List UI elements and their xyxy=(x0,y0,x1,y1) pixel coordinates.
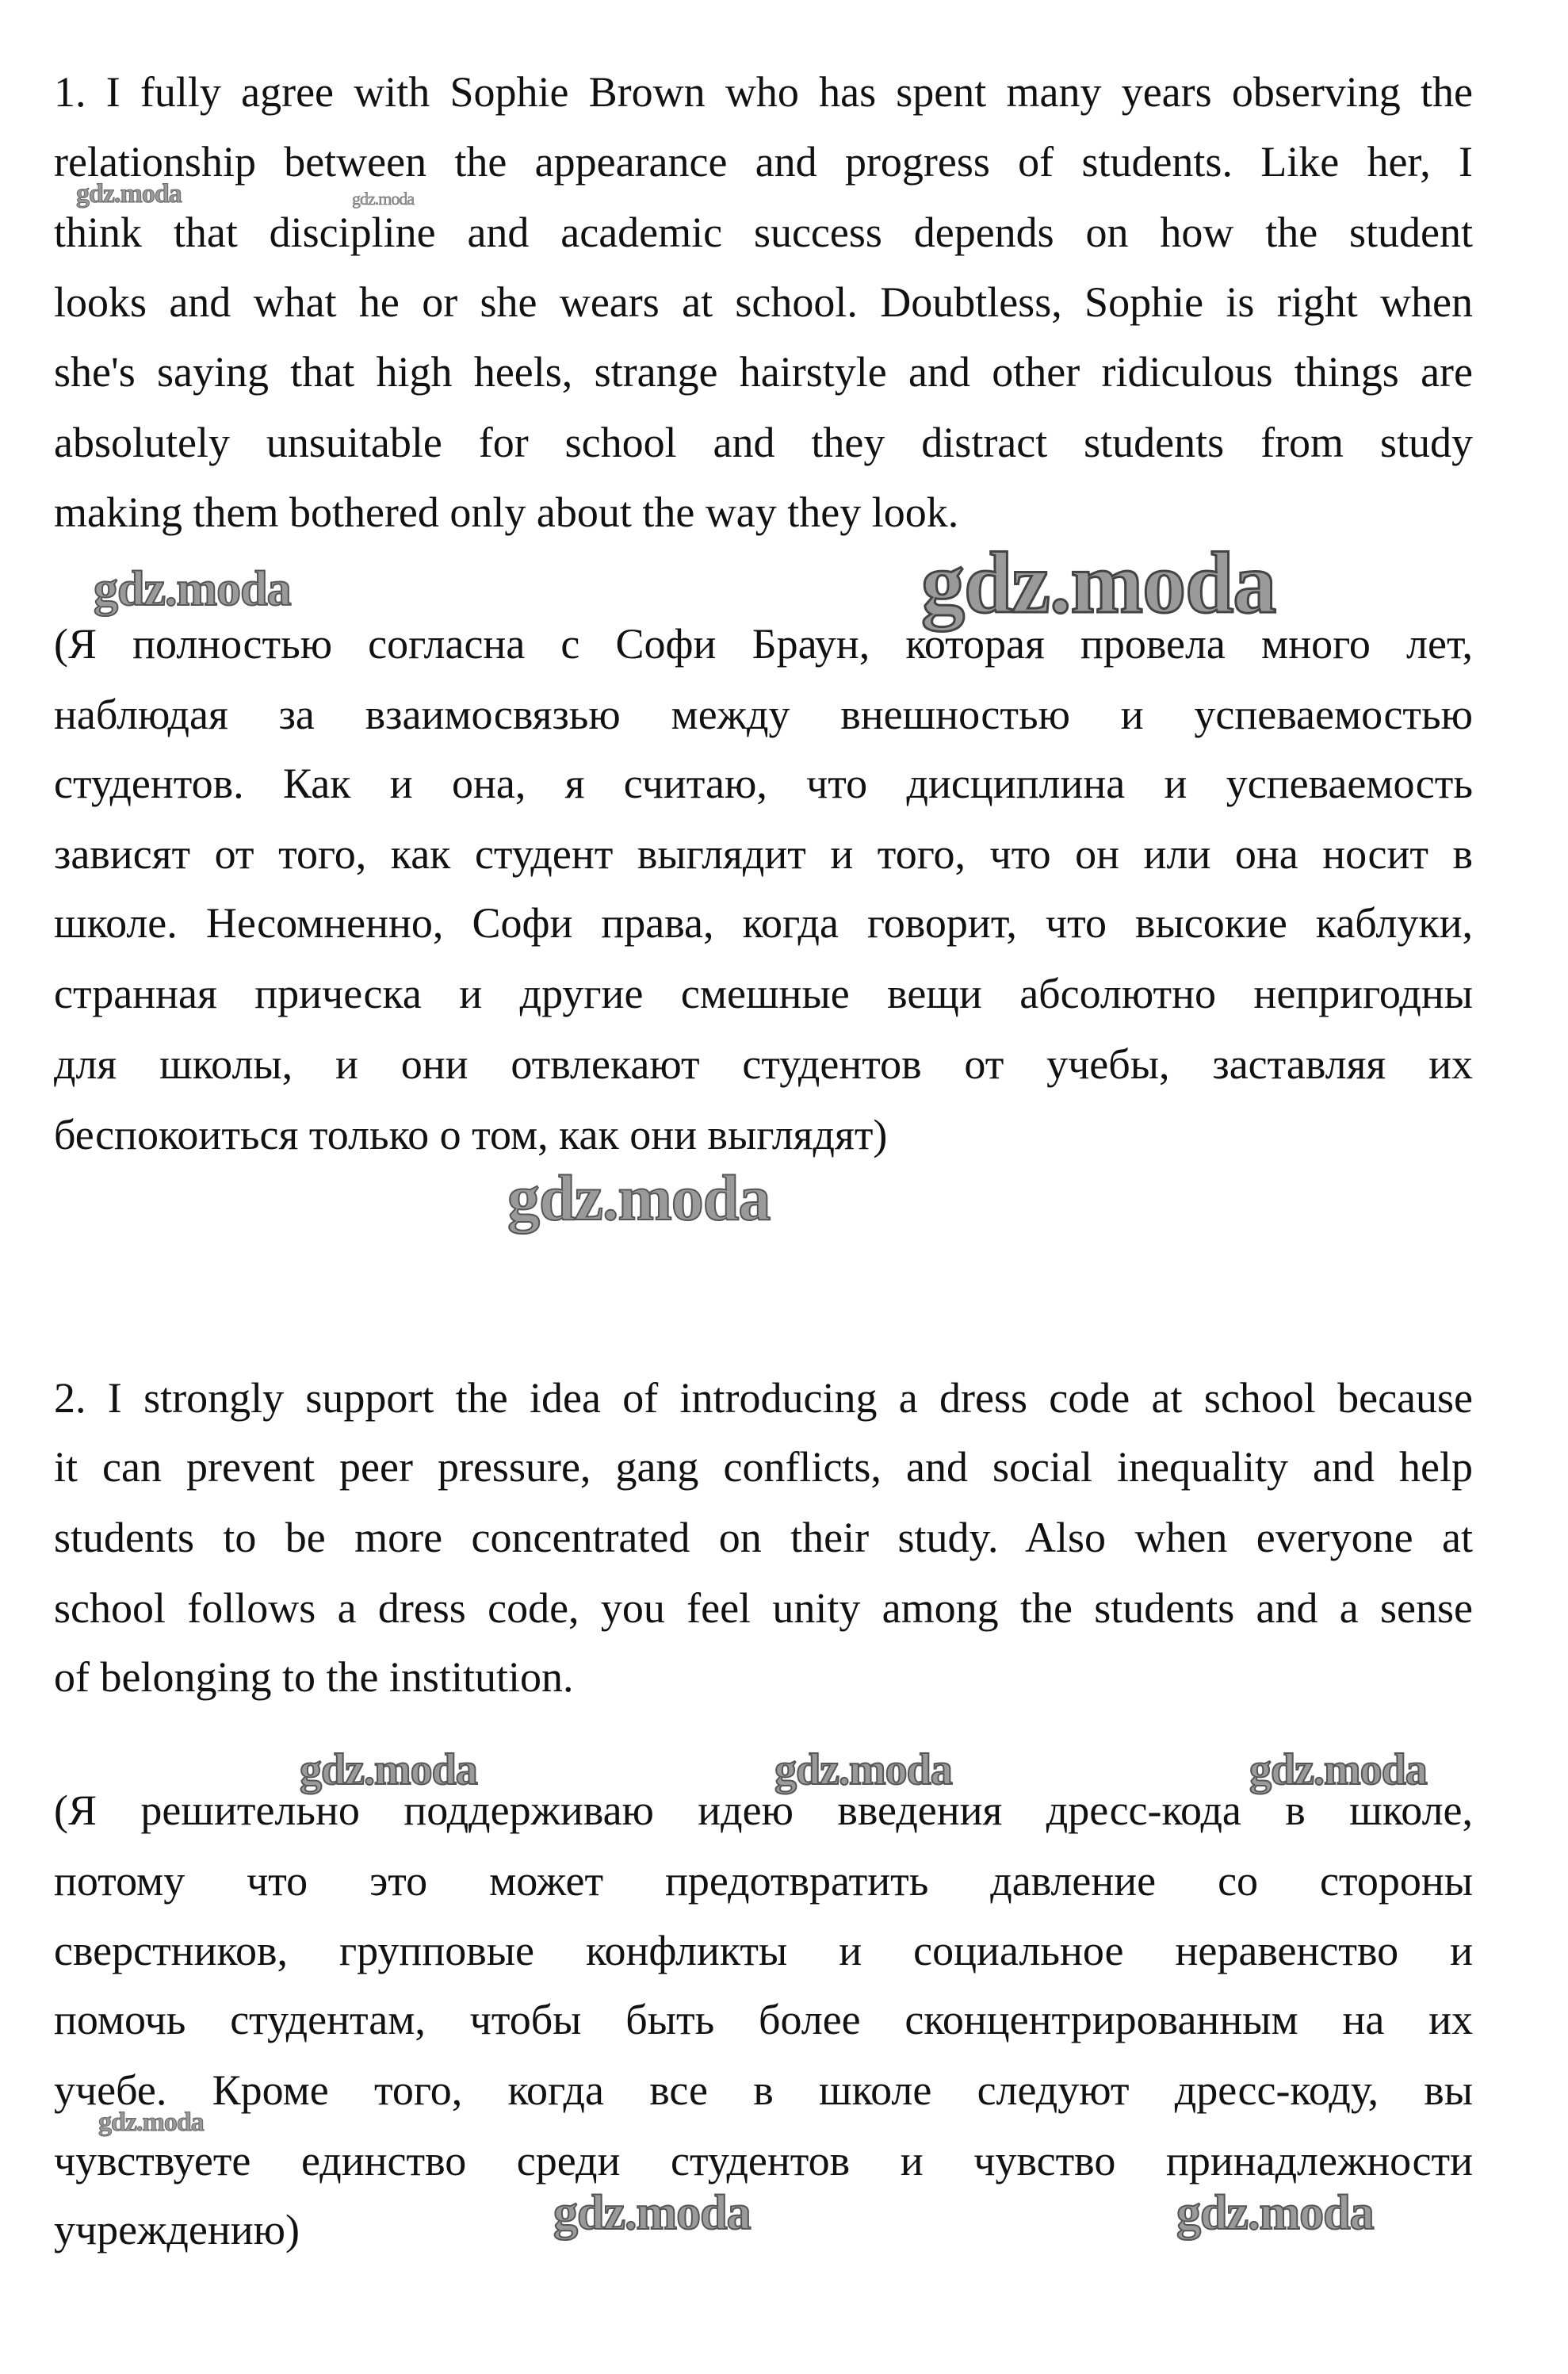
text-line: студентов. Как и она, я считаю, что дисциплина и успеваемость xyxy=(54,760,1473,807)
watermark: gdz.moda xyxy=(76,179,182,209)
text-line: 1. I fully agree with Sophie Brown who has spent many years observing the xyxy=(54,68,1473,116)
text-line: (Я полностью согласна с Софи Браун, которая провела много лет, xyxy=(54,620,1473,668)
watermark: gdz.moda xyxy=(553,2186,751,2240)
text-line: of belonging to the institution. xyxy=(54,1653,574,1701)
text-line: absolutely unsuitable for school and they distract students from study xyxy=(54,419,1473,466)
text-line: школе. Несомненно, Софи права, когда говорит, что высокие каблуки, xyxy=(54,899,1473,947)
watermark: gdz.moda xyxy=(1176,2186,1374,2240)
text-line: чувствуете единство среди студентов и чувство принадлежности xyxy=(54,2137,1473,2184)
text-line: помочь студентам, чтобы быть более сконцентрированным на их xyxy=(54,1996,1473,2043)
watermark: gdz.moda xyxy=(352,189,415,209)
text-line: making them bothered only about the way they look. xyxy=(54,488,959,536)
watermark: gdz.moda xyxy=(921,534,1276,631)
watermark: gdz.moda xyxy=(507,1162,771,1234)
watermark: gdz.moda xyxy=(300,1745,477,1794)
text-line: looks and what he or she wears at school. Doubtless, Sophie is right when xyxy=(54,278,1473,326)
text-line: 2. I strongly support the idea of introducing a dress code at school because xyxy=(54,1374,1473,1422)
text-line: she's saying that high heels, strange hairstyle and other ridiculous things are xyxy=(54,348,1473,396)
text-line: беспокоиться только о том, как они выглядят) xyxy=(54,1111,888,1158)
text-line: (Я решительно поддерживаю идею введения дресс-кода в школе, xyxy=(54,1786,1473,1834)
text-line: it can prevent peer pressure, gang conflicts, and social inequality and help xyxy=(54,1443,1473,1491)
text-line: school follows a dress code, you feel unity among the students and a sense xyxy=(54,1584,1473,1632)
watermark: gdz.moda xyxy=(774,1745,952,1794)
text-line: students to be more concentrated on their study. Also when everyone at xyxy=(54,1514,1473,1561)
text-line: учебе. Кроме того, когда все в школе следуют дресс-коду, вы xyxy=(54,2066,1473,2114)
text-line: для школы, и они отвлекают студентов от учебы, заставляя их xyxy=(54,1040,1473,1088)
watermark: gdz.moda xyxy=(1249,1745,1427,1794)
text-line: учреждению) xyxy=(54,2206,300,2253)
text-line: think that discipline and academic success depends on how the student xyxy=(54,209,1473,256)
watermark: gdz.moda xyxy=(94,562,291,616)
watermark: gdz.moda xyxy=(98,2108,204,2137)
text-line: странная прическа и другие смешные вещи абсолютно непригодны xyxy=(54,970,1473,1017)
text-line: зависят от того, как студент выглядит и того, что он или она носит в xyxy=(54,830,1473,878)
text-line: потому что это может предотвратить давление со стороны xyxy=(54,1857,1473,1905)
text-line: relationship between the appearance and progress of students. Like her, I xyxy=(54,138,1473,186)
text-line: сверстников, групповые конфликты и социальное неравенство и xyxy=(54,1927,1473,1974)
text-line: наблюдая за взаимосвязью между внешностью и успеваемостью xyxy=(54,691,1473,738)
